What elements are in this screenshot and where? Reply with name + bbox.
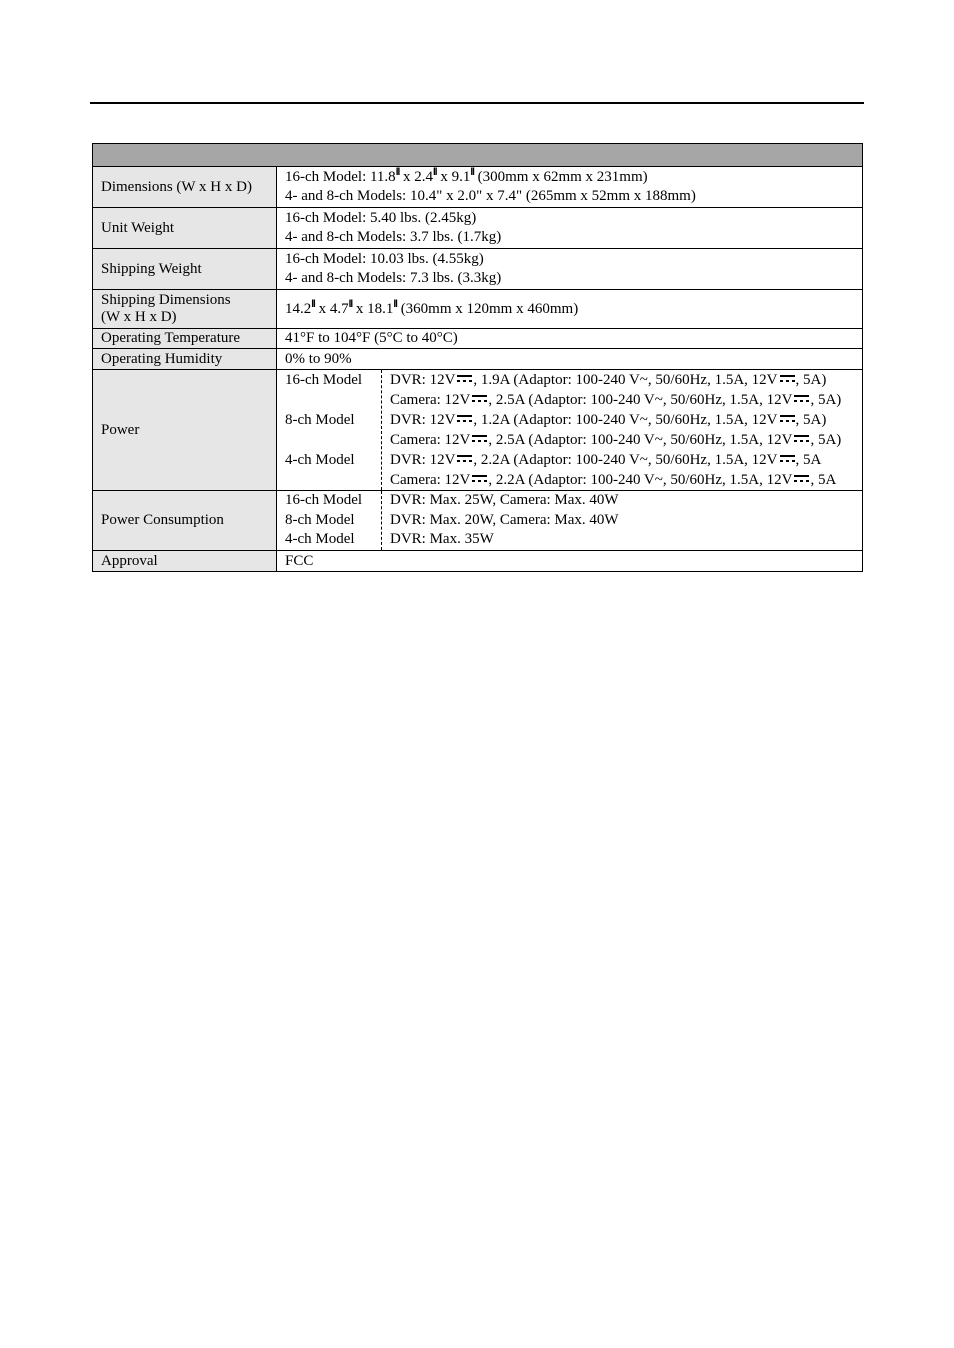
inch-mark-icon: ll xyxy=(395,167,400,178)
dc-current-icon xyxy=(794,475,809,483)
dc-current-icon xyxy=(472,475,487,483)
dimensions-value: 16-ch Model: 11.8ll x 2.4ll x 9.1ll (300mm x 62mm x 231mm) 4- and 8-ch Models: 10.4" x 2.0" x 7.4" (265mm x 52mm x 188mm) xyxy=(277,167,863,208)
power-value xyxy=(277,370,863,491)
model-label: 16-ch Model xyxy=(285,492,363,509)
model-label: 8-ch Model xyxy=(285,412,355,428)
power-line: DVR: 12V , 1.2A (Adaptor: 100-240 V~, 50/60Hz, 1.5A, 12V , 5A) xyxy=(390,412,827,428)
specifications-table xyxy=(92,143,863,572)
table-row xyxy=(93,491,863,551)
dc-current-icon xyxy=(472,395,487,403)
power-line: DVR: 12V , 2.2A (Adaptor: 100-240 V~, 50/60Hz, 1.5A, 12V , 5A xyxy=(390,452,822,468)
unit-weight-value: 16-ch Model: 5.40 lbs. (2.45kg) 4- and 8-ch Models: 3.7 lbs. (1.7kg) xyxy=(277,208,863,249)
power-consumption-label: Power Consumption xyxy=(93,491,277,551)
power-line: DVR: 12V , 1.9A (Adaptor: 100-240 V~, 50/60Hz, 1.5A, 12V , 5A) xyxy=(390,372,827,388)
inch-mark-icon: ll xyxy=(393,298,397,310)
inch-mark-icon: ll xyxy=(433,167,437,178)
power-line: Camera: 12V , 2.5A (Adaptor: 100-240 V~, 50/60Hz, 1.5A, 12V , 5A) xyxy=(390,392,842,408)
table-header xyxy=(93,144,863,167)
table-row xyxy=(93,208,863,249)
model-label: 8-ch Model xyxy=(285,511,355,528)
power-line: Camera: 12V , 2.5A (Adaptor: 100-240 V~, 50/60Hz, 1.5A, 12V , 5A) xyxy=(390,432,842,448)
table-row xyxy=(93,290,863,329)
power-line: Camera: 12V , 2.2A (Adaptor: 100-240 V~, 50/60Hz, 1.5A, 12V , 5A xyxy=(390,472,837,488)
consumption-value: DVR: Max. 25W, Camera: Max. 40W xyxy=(390,492,619,509)
dimensions-label: Dimensions (W x H x D) xyxy=(93,167,277,208)
table-row xyxy=(93,167,863,208)
power-consumption-value xyxy=(277,491,863,551)
table-row xyxy=(93,349,863,370)
dc-current-icon xyxy=(457,415,472,423)
operating-humidity-label: Operating Humidity xyxy=(93,349,277,370)
unit-weight-label: Unit Weight xyxy=(93,208,277,249)
dc-current-icon xyxy=(794,395,809,403)
dc-current-icon xyxy=(472,435,487,443)
operating-humidity-value: 0% to 90% xyxy=(277,349,863,370)
consumption-value: DVR: Max. 35W xyxy=(390,531,494,548)
table-row xyxy=(93,249,863,290)
shipping-dimensions-value: 14.2ll x 4.7ll x 18.1ll (360mm x 120mm x 460mm) xyxy=(277,290,863,329)
header-rule xyxy=(90,102,864,104)
model-label: 4-ch Model xyxy=(285,452,355,468)
inch-mark-icon: ll xyxy=(311,298,315,310)
dc-current-icon xyxy=(780,455,795,463)
model-label: 16-ch Model xyxy=(285,372,363,388)
inch-mark-icon: ll xyxy=(470,167,474,178)
operating-temperature-value: 41°F to 104°F (5°C to 40°C) xyxy=(277,329,863,349)
approval-value: FCC xyxy=(277,551,863,572)
table-row xyxy=(93,551,863,572)
model-label: 4-ch Model xyxy=(285,531,355,548)
dc-current-icon xyxy=(780,415,795,423)
power-label: Power xyxy=(93,370,277,491)
shipping-weight-value: 16-ch Model: 10.03 lbs. (4.55kg) 4- and 8-ch Models: 7.3 lbs. (3.3kg) xyxy=(277,249,863,290)
approval-label: Approval xyxy=(93,551,277,572)
table-header-row xyxy=(93,144,863,167)
dc-current-icon xyxy=(457,455,472,463)
consumption-value: DVR: Max. 20W, Camera: Max. 40W xyxy=(390,511,619,528)
shipping-weight-label: Shipping Weight xyxy=(93,249,277,290)
dc-current-icon xyxy=(794,435,809,443)
dc-current-icon xyxy=(457,375,472,383)
shipping-dimensions-label: Shipping Dimensions (W x H x D) xyxy=(93,290,277,329)
operating-temperature-label: Operating Temperature xyxy=(93,329,277,349)
table-row xyxy=(93,370,863,491)
table-row xyxy=(93,329,863,349)
dc-current-icon xyxy=(780,375,795,383)
inch-mark-icon: ll xyxy=(348,298,353,310)
